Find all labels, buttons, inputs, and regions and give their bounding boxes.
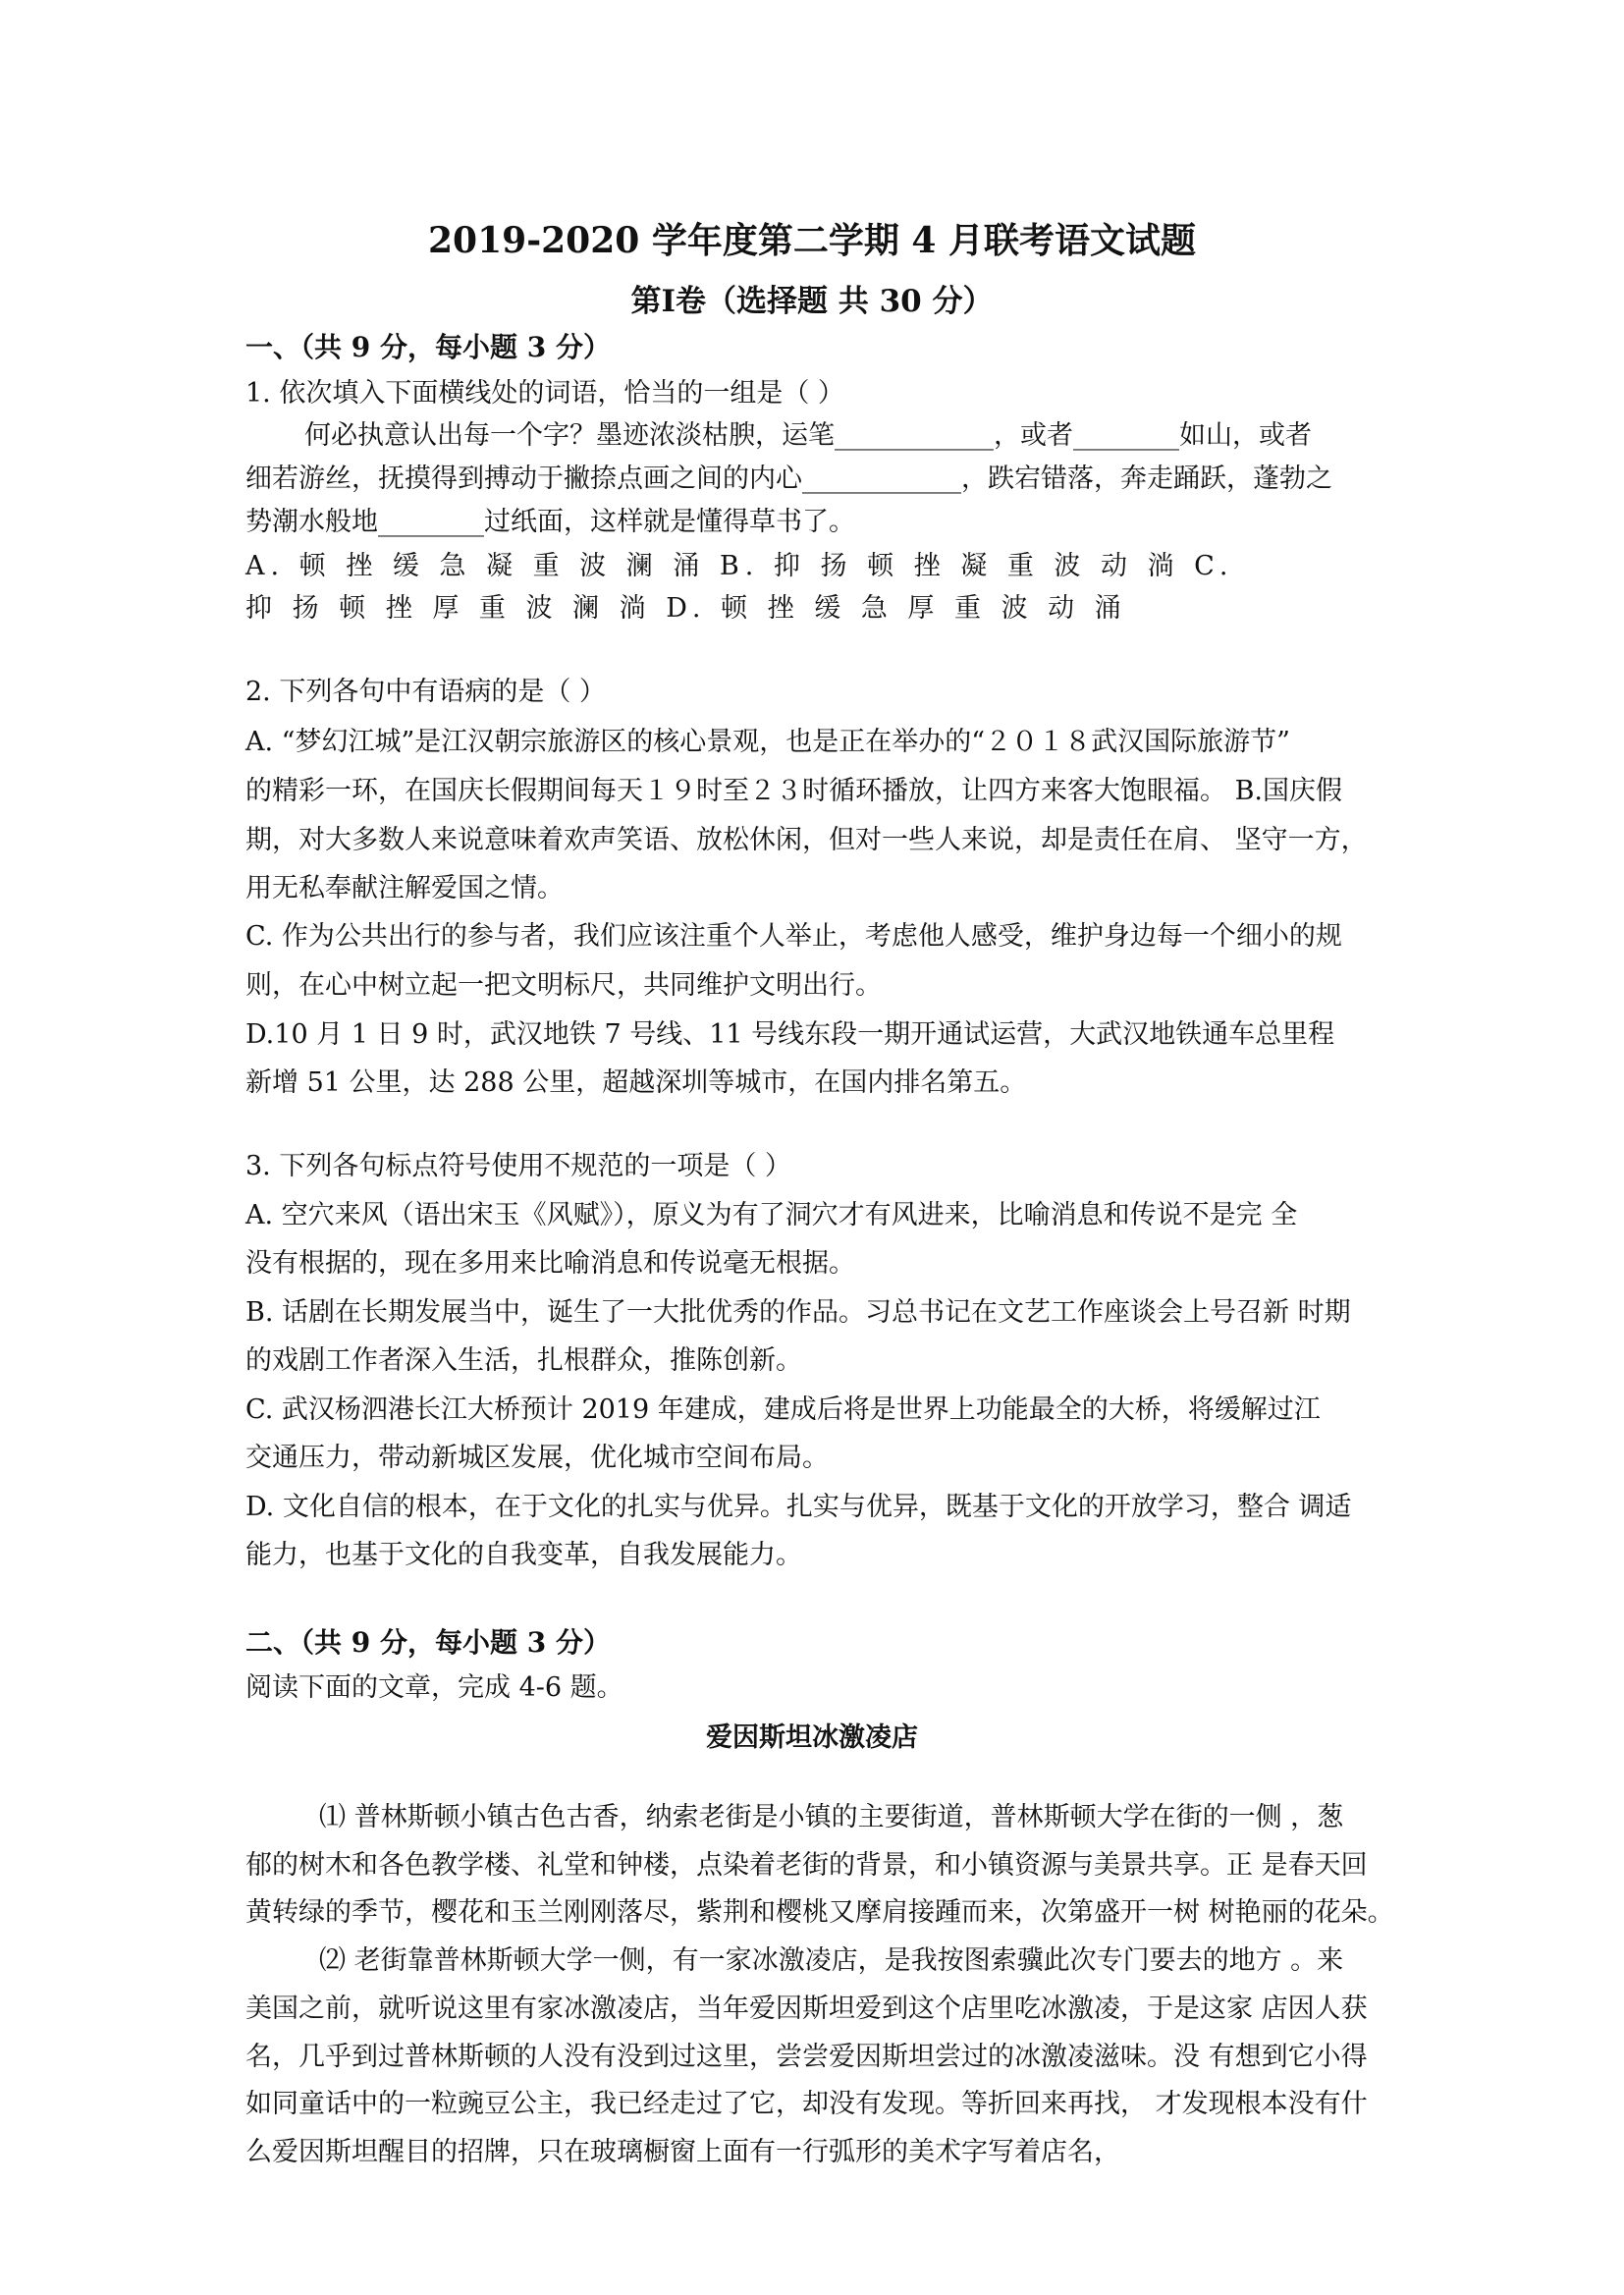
q1-stem: 1. 依次填入下面横线处的词语，恰当的一组是（ ） — [245, 378, 844, 409]
reading-instructions: 阅读下面的文章，完成 4-6 题。 — [245, 1672, 623, 1703]
article-line: 美国之前，就听说这里有家冰激凌店，当年爱因斯坦爱到这个店里吃冰激凌，于是这家 店因人获 — [245, 1994, 1368, 2024]
article-line: ⑵ 老街靠普林斯顿大学一侧，有一家冰激凌店，是我按图索骥此次专门要去的地方 。来 — [319, 1945, 1344, 1976]
q3-line: A. 空穴来风（语出宋玉《风赋》），原义为有了洞穴才有风进来，比喻消息和传说不是完 全 — [245, 1200, 1298, 1230]
section-one-heading: 一、（共 9 分，每小题 3 分） — [245, 331, 611, 363]
article-line: ⑴ 普林斯顿小镇古色古香，纳索老街是小镇的主要街道，普林斯顿大学在街的一侧 ，葱 — [319, 1802, 1344, 1832]
q2-line: C. 作为公共出行的参与者，我们应该注重个人举止，考虑他人感受，维护身边每一个细小的规 — [245, 921, 1342, 952]
q3-line: 没有根据的，现在多用来比喻消息和传说毫无根据。 — [245, 1248, 855, 1279]
q2-line: A. “梦幻江城”是江汉朝宗旅游区的核心景观，也是正在举办的“２０１８武汉国际旅游节” — [245, 727, 1290, 757]
q3-line: C. 武汉杨泗港长江大桥预计 2019 年建成，建成后将是世界上功能最全的大桥，将缓解过江 — [245, 1394, 1321, 1425]
q2-stem: 2. 下列各句中有语病的是（ ） — [245, 677, 606, 707]
q2-line: 新增 51 公里，达 288 公里，超越深圳等城市，在国内排名第五。 — [245, 1067, 1027, 1098]
q3-line: 能力，也基于文化的自我变革，自我发展能力。 — [245, 1540, 802, 1570]
section-two-heading: 二、（共 9 分，每小题 3 分） — [245, 1626, 611, 1659]
q2-line: D.10 月 1 日 9 时，武汉地铁 7 号线、11 号线东段一期开通试运营，大武汉地铁通车总里程 — [245, 1019, 1335, 1050]
q3-line: 交通压力，带动新城区发展，优化城市空间布局。 — [245, 1443, 829, 1473]
q2-line: 用无私奉献注解爱国之情。 — [245, 873, 564, 903]
part-one-heading: 第Ⅰ卷（选择题 共 30 分） — [630, 284, 994, 319]
q1-options-line: 抑 扬 顿 挫 厚 重 波 澜 淌 D. 顿 挫 缓 急 厚 重 波 动 涌 — [245, 593, 1127, 624]
article-line: 名，几乎到过普林斯顿的人没有没到过这里，尝尝爱因斯坦尝过的冰激凌滋味。没 有想到它小得 — [245, 2042, 1368, 2072]
page-title: 2019-2020 学年度第二学期 4 月联考语文试题 — [428, 220, 1196, 261]
q3-stem: 3. 下列各句标点符号使用不规范的一项是（ ） — [245, 1151, 791, 1181]
q1-passage-line: 何必执意认出每一个字？墨迹浓淡枯腴，运笔____________，或者________如山，或者 — [304, 420, 1312, 451]
article-line: 郁的树木和各色教学楼、礼堂和钟楼，点染着老街的背景，和小镇资源与美景共享。正 是春天回 — [245, 1850, 1368, 1881]
q2-line: 的精彩一环，在国庆长假期间每天１９时至２３时循环播放，让四方来客大饱眼福。 B.国庆假 — [245, 776, 1343, 806]
q3-line: 的戏剧工作者深入生活，扎根群众，推陈创新。 — [245, 1345, 802, 1376]
q1-passage-line: 势潮水般地________过纸面，这样就是懂得草书了。 — [245, 507, 855, 537]
q2-line: 期，对大多数人来说意味着欢声笑语、放松休闲，但对一些人来说，却是责任在肩、 坚守一方， — [245, 825, 1368, 855]
article-title: 爱因斯坦冰激凌店 — [706, 1722, 918, 1753]
q3-line: B. 话剧在长期发展当中，诞生了一大批优秀的作品。习总书记在文艺工作座谈会上号召新 时期 — [245, 1297, 1351, 1328]
article-line: 么爱因斯坦醒目的招牌，只在玻璃橱窗上面有一行弧形的美术字写着店名， — [245, 2137, 1120, 2167]
q1-options-line: A. 顿 挫 缓 急 凝 重 波 澜 涌 B. 抑 扬 顿 挫 凝 重 波 动 淌 C. — [245, 551, 1234, 581]
article-line: 黄转绿的季节，樱花和玉兰刚刚落尽，紫荆和樱桃又摩肩接踵而来，次第盛开一树 树艳丽的花朵。 — [245, 1897, 1394, 1928]
article-line: 如同童话中的一粒豌豆公主，我已经走过了它，却没有发现。等折回来再找， 才发现根本没有什 — [245, 2089, 1368, 2119]
q1-passage-line: 细若游丝，抚摸得到搏动于撇捺点画之间的内心____________，跌宕错落，奔走踊跃，蓬勃之 — [245, 464, 1332, 494]
q3-line: D. 文化自信的根本，在于文化的扎实与优异。扎实与优异，既基于文化的开放学习，整合 调适 — [245, 1492, 1352, 1522]
q2-line: 则，在心中树立起一把文明标尺，共同维护文明出行。 — [245, 970, 882, 1001]
